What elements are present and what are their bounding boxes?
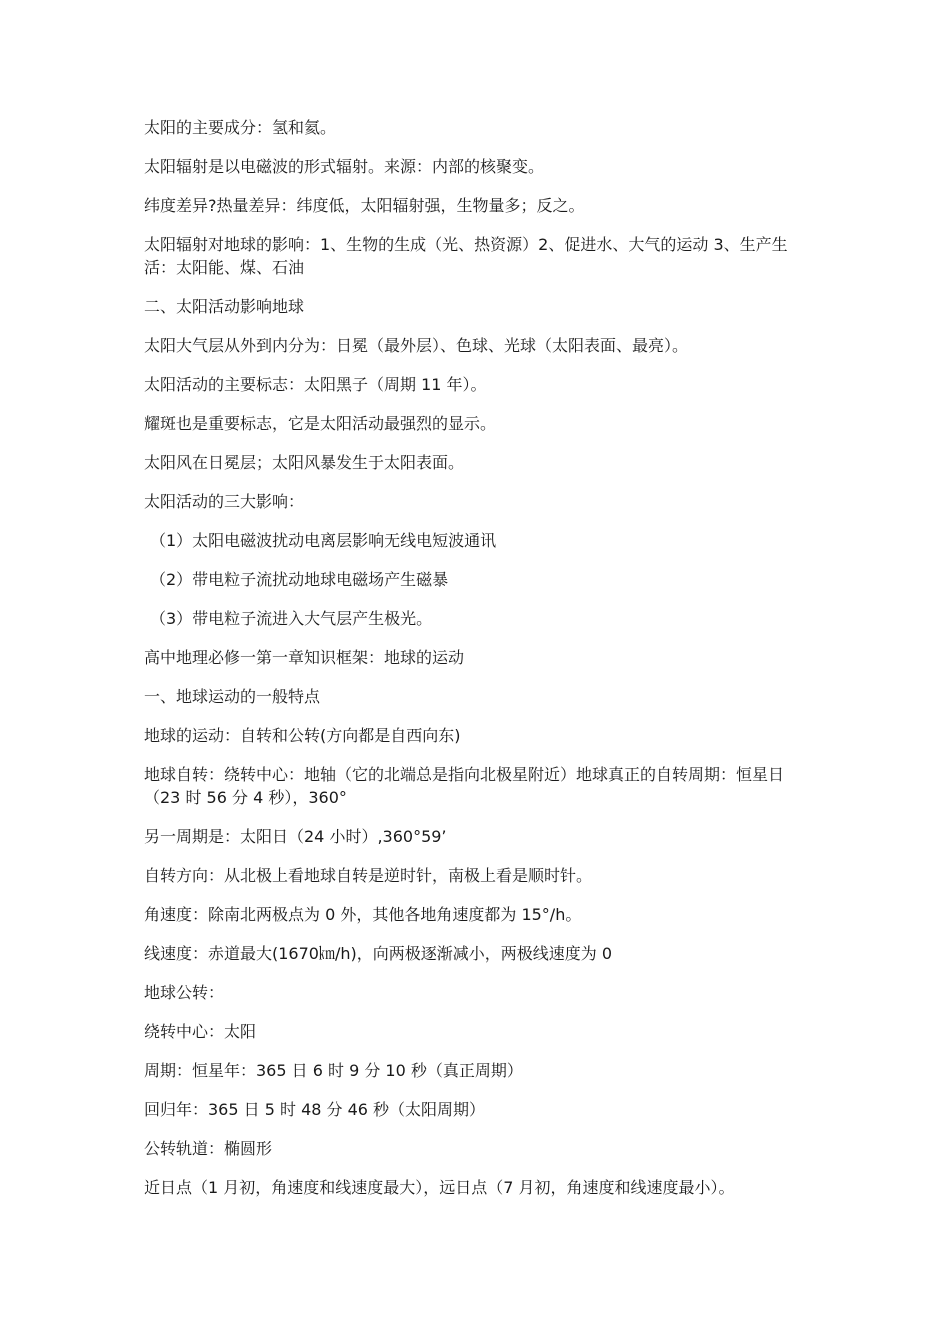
paragraph-revolution-center: 绕转中心：太阳	[144, 1022, 257, 1041]
paragraph-solar-wind: 太阳风在日冕层；太阳风暴发生于太阳表面。	[144, 453, 465, 472]
section-heading-general-features: 一、地球运动的一般特点	[144, 687, 321, 706]
paragraph-linear-velocity: 线速度：赤道最大(1670㎞/h)，向两极逐渐减小，两极线速度为 0	[144, 944, 613, 963]
paragraph-orbit-shape: 公转轨道：椭圆形	[144, 1139, 273, 1158]
paragraph-tropical-year: 回归年：365 日 5 时 48 分 46 秒（太阳周期）	[144, 1100, 486, 1119]
paragraph-revolution-heading: 地球公转：	[144, 983, 225, 1002]
paragraph-angular-velocity: 角速度：除南北两极点为 0 外，其他各地角速度都为 15°/h。	[144, 905, 582, 924]
list-item-effect-1: （1）太阳电磁波扰动电离层影响无线电短波通讯	[150, 531, 497, 550]
paragraph-latitude-difference: 纬度差异?热量差异：纬度低，太阳辐射强，生物量多；反之。	[144, 196, 585, 215]
section-heading-solar-activity: 二、太阳活动影响地球	[144, 297, 305, 316]
paragraph-radiation-influence: 太阳辐射对地球的影响：1、生物的生成（光、热资源）2、促进水、大气的运动 3、生产生活：太阳能、煤、石油	[144, 235, 788, 277]
chapter-heading-earth-motion: 高中地理必修一第一章知识框架：地球的运动	[144, 648, 465, 667]
paragraph-solar-day: 另一周期是：太阳日（24 小时）,360°59’	[144, 827, 447, 846]
document-body	[144, 116, 804, 1215]
paragraph-sun-composition: 太阳的主要成分：氢和氦。	[144, 118, 337, 137]
paragraph-rotation-direction: 自转方向：从北极上看地球自转是逆时针，南极上看是顺时针。	[144, 866, 593, 885]
paragraph-rotation: 地球自转：绕转中心：地轴（它的北端总是指向北极星附近）地球真正的自转周期：恒星日（23 时 56 分 4 秒），360°	[144, 765, 785, 807]
paragraph-solar-radiation-source: 太阳辐射是以电磁波的形式辐射。来源：内部的核聚变。	[144, 157, 545, 176]
paragraph-perihelion-aphelion: 近日点（1 月初，角速度和线速度最大），远日点（7 月初，角速度和线速度最小）。	[144, 1178, 735, 1197]
paragraph-sidereal-year: 周期：恒星年：365 日 6 时 9 分 10 秒（真正周期）	[144, 1061, 523, 1080]
paragraph-flares: 耀斑也是重要标志，它是太阳活动最强烈的显示。	[144, 414, 497, 433]
paragraph-earth-motion: 地球的运动：自转和公转(方向都是自西向东)	[144, 726, 461, 745]
paragraph-sunspots: 太阳活动的主要标志：太阳黑子（周期 11 年）。	[144, 375, 487, 394]
paragraph-solar-atmosphere: 太阳大气层从外到内分为：日冕（最外层）、色球、光球（太阳表面、最亮）。	[144, 336, 689, 355]
paragraph-three-effects-heading: 太阳活动的三大影响：	[144, 492, 305, 511]
list-item-effect-3: （3）带电粒子流进入大气层产生极光。	[150, 609, 433, 628]
list-item-effect-2: （2）带电粒子流扰动地球电磁场产生磁暴	[150, 570, 449, 589]
